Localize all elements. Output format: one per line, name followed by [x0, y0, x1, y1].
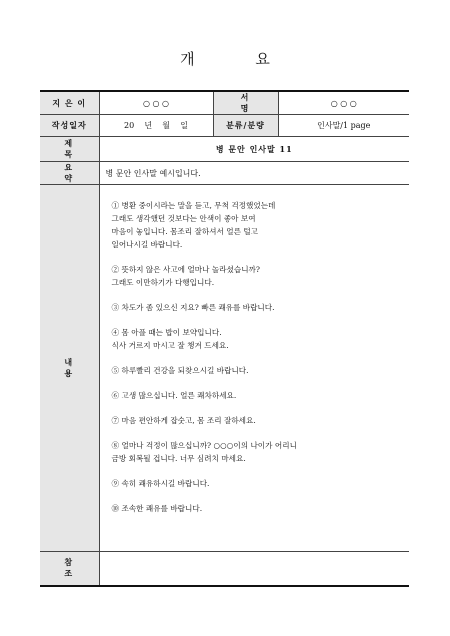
- body-content: [100, 185, 410, 523]
- paragraph-10: ⑩ 조속한 쾌유를 바랍니다.: [111, 504, 203, 513]
- page-title: 개 요: [180, 50, 298, 68]
- writer-label: 서 명: [213, 91, 278, 115]
- overview-form: [40, 90, 409, 587]
- paragraph-3: ③ 차도가 좀 있으신 지요? 빠른 쾌유를 바랍니다.: [111, 303, 275, 312]
- paragraph-7: ⑦ 마음 편안하게 잡숫고, 몸 조리 잘하세요.: [111, 416, 256, 425]
- date-label: 작성일자: [40, 115, 99, 137]
- date-value[interactable]: [99, 115, 213, 137]
- subject-value[interactable]: 병 문안 인사말 11: [99, 137, 409, 162]
- paragraph-4: ④ 몸 아플 때는 밥이 보약입니다. 식사 거르지 마시고 잘 챙겨 드세요.: [111, 328, 229, 350]
- paragraph-5: ⑤ 하루빨리 건강을 되찾으시길 바랍니다.: [111, 366, 249, 375]
- paragraph-9: ⑨ 속히 쾌유하시길 바랍니다.: [111, 479, 210, 488]
- reference-value[interactable]: [99, 552, 409, 586]
- subject-label: 제 목: [40, 137, 99, 162]
- category-value[interactable]: 인사말/1 page: [278, 115, 409, 137]
- writer-value[interactable]: ○ ○ ○: [278, 91, 409, 115]
- body-label: 내 용: [40, 185, 99, 552]
- summary-label: 요 약: [40, 162, 99, 185]
- summary-value[interactable]: 병 문안 인사말 예시입니다.: [99, 162, 409, 185]
- paragraph-8: ⑧ 얼마나 걱정이 많으십니까? ○○○이의 나이가 어리니 금방 회복될 겁니다. 너무 심려치 마세요.: [111, 441, 297, 463]
- paragraph-6: ⑥ 고생 많으십니다. 얼른 쾌차하세요.: [111, 391, 237, 400]
- body-cell[interactable]: [99, 185, 409, 552]
- date-text: 20 년 월 일: [124, 121, 188, 130]
- paragraph-1: ① 병환 중이시라는 말을 듣고, 무척 걱정했었는데 그래도 생각했던 것보다는 안색이 좋아 보여 마음이 놓입니다. 몸조리 잘하셔서 얼른 털고 일어나시길 바랍니다.: [111, 201, 276, 249]
- paragraph-2: ② 뜻하지 않은 사고에 얼마나 놀라셨습니까? 그래도 이만하기가 다행입니다.: [111, 265, 260, 287]
- reference-label: 참 조: [40, 552, 99, 586]
- author-label: 지 은 이: [40, 91, 99, 115]
- category-label: 분류/분량: [213, 115, 278, 137]
- author-value[interactable]: ○ ○ ○: [99, 91, 213, 115]
